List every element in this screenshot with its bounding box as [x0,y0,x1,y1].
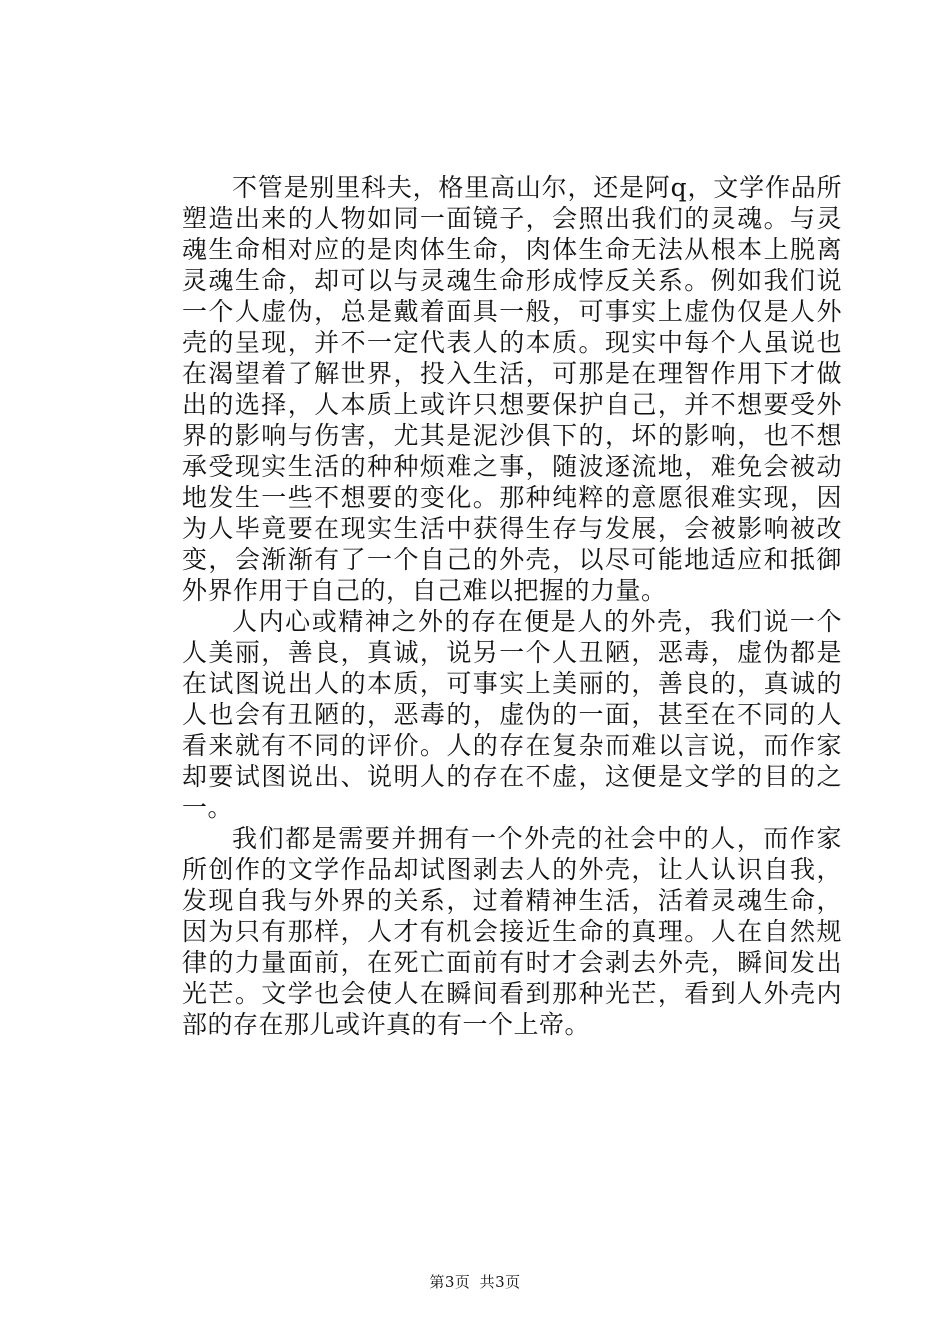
document-body [182,172,842,1040]
paragraph-2: 人内心或精神之外的存在便是人的外壳，我们说一个人美丽，善良，真诚，说另一个人丑陋，恶毒，虚伪都是在试图说出人的本质，可事实上美丽的，善良的，真诚的人也会有丑陋的，恶毒的，虚伪的一面，甚至在不同的人看来就有不同的评价。人的存在复杂而难以言说，而作家却要试图说出、说明人的存在不虚，这便是文学的目的之一。 [182,607,842,822]
paragraph-3: 我们都是需要并拥有一个外壳的社会中的人，而作家所创作的文学作品却试图剥去人的外壳，让人认识自我，发现自我与外界的关系，过着精神生活，活着灵魂生命，因为只有那样，人才有机会接近生命的真理。人在自然规律的力量面前，在死亡面前有时才会剥去外壳，瞬间发出光芒。文学也会使人在瞬间看到那种光芒，看到人外壳内部的存在那儿或许真的有一个上帝。 [182,824,842,1039]
page-footer [0,1272,950,1292]
page-number: 第3页 [429,1273,471,1291]
page-total: 共3页 [479,1273,521,1291]
paragraph-1: 不管是别里科夫，格里高山尔，还是阿q，文学作品所塑造出来的人物如同一面镜子，会照出我们的灵魂。与灵魂生命相对应的是肉体生命，肉体生命无法从根本上脱离灵魂生命，却可以与灵魂生命形成悖反关系。例如我们说一个人虚伪，总是戴着面具一般，可事实上虚伪仅是人外壳的呈现，并不一定代表人的本质。现实中每个人虽说也在渴望着了解世界，投入生活，可那是在理智作用下才做出的选择，人本质上或许只想要保护自己，并不想要受外界的影响与伤害，尤其是泥沙俱下的，坏的影响，也不想承受现实生活的种种烦难之事，随波逐流地，难免会被动地发生一些不想要的变化。那种纯粹的意愿很难实现，因为人毕竟要在现实生活中获得生存与发展，会被影响被改变，会渐渐有了一个自己的外壳，以尽可能地适应和抵御外界作用于自己的，自己难以把握的力量。 [182,173,842,605]
